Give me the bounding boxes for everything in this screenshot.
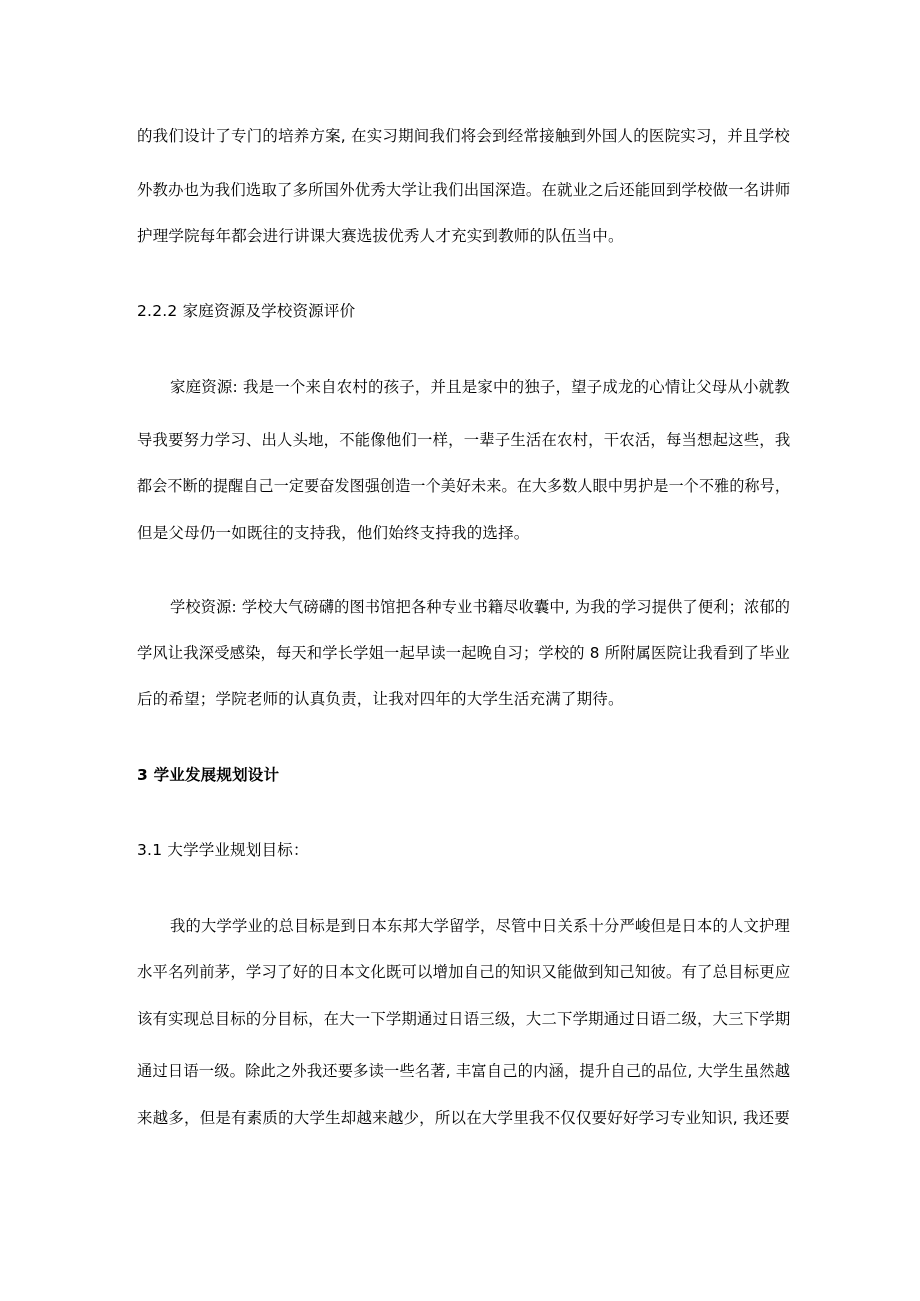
paragraph-school-line-2: 学风让我深受感染，每天和学长学姐一起早读一起晚自习；学校的 8 所附属医院让我看到了毕业 xyxy=(137,644,791,662)
paragraph-family-line-3: 都会不断的提醒自己一定要奋发图强创造一个美好未来。在大多数人眼中男护是一个不雅的称号， xyxy=(137,477,791,495)
paragraph-goal-line-2: 水平名列前茅，学习了好的日本文化既可以增加自己的知识又能做到知己知彼。有了总目标更应 xyxy=(137,963,791,981)
paragraph-family-line-2: 导我要努力学习、出人头地，不能像他们一样，一辈子生活在农村，干农活，每当想起这些，我 xyxy=(137,431,791,449)
section-heading-3: 3 学业发展规划设计 xyxy=(137,766,280,784)
section-heading-2-2-2: 2.2.2 家庭资源及学校资源评价 xyxy=(137,302,356,320)
paragraph-training-line-2: 外教办也为我们选取了多所国外优秀大学让我们出国深造。在就业之后还能回到学校做一名讲师 xyxy=(137,181,791,199)
paragraph-family-line-4: 但是父母仍一如既往的支持我，他们始终支持我的选择。 xyxy=(137,524,530,542)
paragraph-goal-line-3: 该有实现总目标的分目标，在大一下学期通过日语三级，大二下学期通过日语二级，大三下学期 xyxy=(137,1010,791,1028)
section-heading-3-1: 3.1 大学学业规划目标： xyxy=(137,841,309,859)
paragraph-family-line-1: 家庭资源: 我是一个来自农村的孩子，并且是家中的独子，望子成龙的心情让父母从小就教 xyxy=(170,378,790,396)
paragraph-school-line-1: 学校资源: 学校大气磅礴的图书馆把各种专业书籍尽收囊中, 为我的学习提供了便利；浓郁的 xyxy=(170,598,791,616)
paragraph-goal-line-5: 来越多，但是有素质的大学生却越来越少，所以在大学里我不仅仅要好好学习专业知识, 我还要 xyxy=(137,1109,790,1127)
paragraph-training-line-1: 的我们设计了专门的培养方案, 在实习期间我们将会到经常接触到外国人的医院实习，并且学校 xyxy=(137,127,790,145)
paragraph-school-line-3: 后的希望；学院老师的认真负责，让我对四年的大学生活充满了期待。 xyxy=(137,690,624,708)
paragraph-goal-line-1: 我的大学学业的总目标是到日本东邦大学留学，尽管中日关系十分严峻但是日本的人文护理 xyxy=(170,917,791,935)
paragraph-training-line-3: 护理学院每年都会进行讲课大赛选拔优秀人才充实到教师的队伍当中。 xyxy=(137,227,624,245)
paragraph-goal-line-4: 通过日语一级。除此之外我还要多读一些名著, 丰富自己的内涵，提升自己的品位, 大学生虽然越 xyxy=(137,1062,791,1080)
